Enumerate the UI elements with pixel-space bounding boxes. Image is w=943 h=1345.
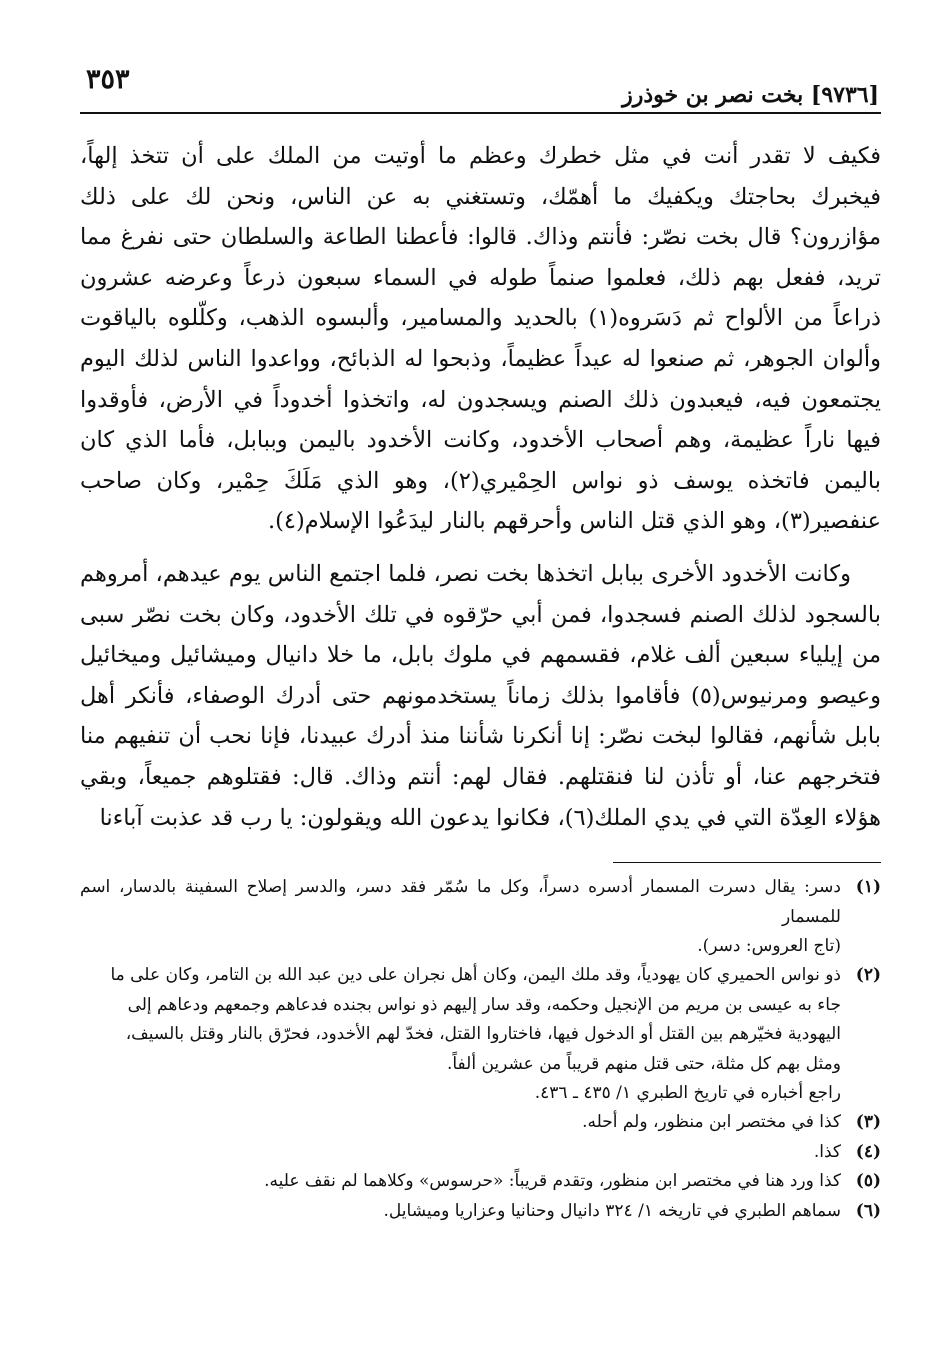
footnote-line: جاء به عيسى بن مريم من الإنجيل وحكمه، وقد سار إليهم ذو نواس بجنده فدعاهم وجمعهم ودعاهم إلى (127, 994, 841, 1015)
footnote-5 (80, 1167, 881, 1196)
footnotes (80, 873, 881, 1226)
footnote-line: كذا. (813, 1141, 841, 1162)
footnote-line: ذو نواس الحميري كان يهودياً، وقد ملك اليمن، وكان أهل نجران على دين عبد الله بن التامر، وكان على ما (110, 965, 841, 986)
footnote-6 (80, 1197, 881, 1226)
running-title: [٩٧٣٦] بخت نصر بن خوذرز (622, 82, 879, 108)
paragraph-1: فكيف لا تقدر أنت في مثل خطرك وعظم ما أوتيت من الملك على أن تتخذ إلهاً، فيخبرك بحاجتك ويكفيك ما أهمّك، وتستغني به عن الناس، ونحن لك على ذلك مؤازرون؟ قال بخت نصّر: فأنتم وذاك. قالوا: فأعطنا الطاعة والسلطان حتى نفرغ مما تريد، ففعل بهم ذلك، فعلموا صنماً طوله في السماء سبعون ذرعاً وعرضه عشرون ذراعاً من الألواح ثم دَسَروه(١) بالحديد والمسامير، وألبسوه الذهب، وكلّلوه بالياقوت وألوان الجوهر، ثم صنعوا له عيداً عظيماً، وذبحوا له الذبائح، وواعدوا الناس لذلك اليوم يجتمعون فيه، فيعبدون ذلك الصنم ويسجدون له، واتخذوا أخدوداً في الأرض، فأوقدوا فيها ناراً عظيمة، وهم أصحاب الأخدود، وكانت الأخدود باليمن وببابل، فأما الذي كان باليمن فاتخذه يوسف ذو نواس الحِمْيري(٢)، وهو الذي مَلَكَ حِمْير، وكان صاحب عنفصير(٣)، وهو الذي قتل الناس وأحرقهم بالنار ليدَعُوا الإسلام(٤). (80, 143, 881, 535)
footnote-number: (٤) (855, 1141, 881, 1162)
footnote-line: (تاج العروس: دسر). (697, 935, 841, 956)
footnote-line: دسر: يقال دسرت المسمار أدسره دسراً، وكل ما سُمّر فقد دسر، والدسر إصلاح السفينة بالدسار، اسم للمسمار (80, 877, 841, 927)
footnote-number: (٣) (855, 1112, 881, 1133)
footnote-line: سماهم الطبري في تاريخه ١/ ٣٢٤ دانيال وحنانيا وعزاريا وميشايل. (383, 1200, 841, 1221)
footnote-4 (80, 1138, 881, 1167)
main-text (80, 136, 881, 838)
footnote-line: اليهودية فخيّرهم بين القتل أو الدخول فيها، فاختاروا القتل، فخدّ لهم الأخدود، فحرّق بالنار وقتل بالسيف، (125, 1024, 841, 1045)
footnote-1 (80, 873, 881, 961)
header-rule (80, 112, 881, 114)
footnote-line: كذا في مختصر ابن منظور، ولم أحله. (582, 1112, 841, 1133)
footnote-line: كذا ورد هنا في مختصر ابن منظور، وتقدم قريباً: «حرسوس» وكلاهما لم نقف عليه. (264, 1171, 841, 1192)
footnote-number: (١) (855, 877, 881, 898)
page-header (80, 62, 881, 106)
footnote-line: راجع أخباره في تاريخ الطبري ١/ ٤٣٥ ـ ٤٣٦. (534, 1082, 841, 1103)
page-number: ٣٥٣ (86, 64, 130, 95)
footnote-number: (٥) (855, 1171, 881, 1192)
footnote-2 (80, 961, 881, 1108)
paragraph-2: وكانت الأخدود الأخرى ببابل اتخذها بخت نصر، فلما اجتمع الناس يوم عيدهم، أمروهم بالسجود لذلك الصنم فسجدوا، فمن أبي حرّقوه في تلك الأخدود، وكان بخت نصّر سبى من إيلياء سبعين ألف غلام، فقسمهم في ملوك بابل، ما خلا دانيال وميشائيل وميخائيل وعيصو ومرنيوس(٥) فأقاموا بذلك زماناً يستخدمونهم حتى أدرك الوصفاء، فأنكر أهل بابل شأنهم، فقالوا لبخت نصّر: إنا أنكرنا شأننا منذ أدرك عبيدنا، فإنا نحب أن تنفيهم منا فتخرجهم عنا، أو تأذن لنا فنقتلهم. فقال لهم: أنتم وذاك. قال: فقتلوهم جميعاً، وبقي هؤلاء العِدّة التي في يدي الملك(٦)، فكانوا يدعون الله ويقولون: يا رب قد عذبت آباءنا (79, 560, 881, 831)
footnote-3 (80, 1108, 881, 1137)
footnote-line: ومثل بهم كل مثلة، حتى قتل منهم قريباً من عشرين ألفاً. (446, 1053, 841, 1074)
footnote-number: (٦) (855, 1200, 881, 1221)
footnote-number: (٢) (855, 965, 881, 986)
footnote-separator (613, 862, 881, 863)
